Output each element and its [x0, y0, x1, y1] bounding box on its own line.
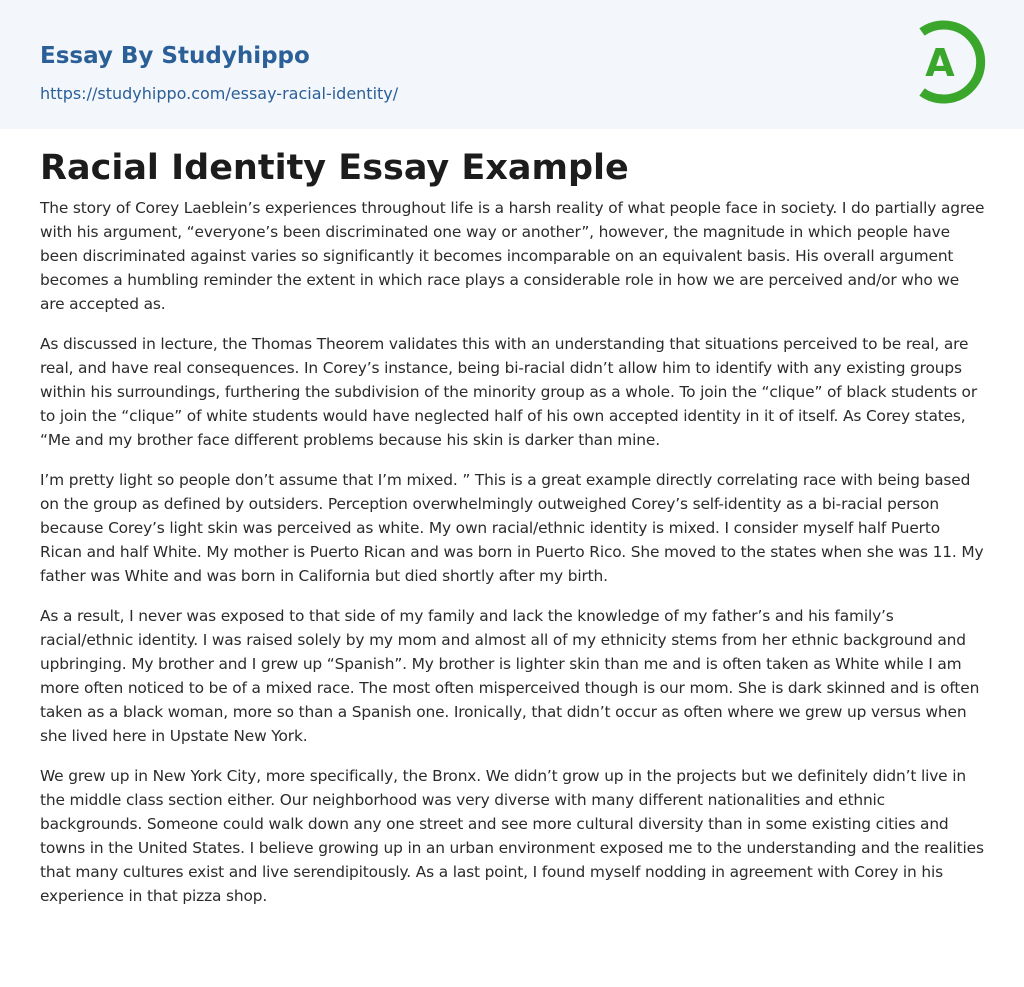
site-title[interactable]: Essay By Studyhippo	[40, 43, 310, 69]
paragraph-2: As discussed in lecture, the Thomas Theorem validates this with an understanding that situations perceived to be real, are real, and have real consequences. In Corey’s instance, being bi-racial didn’t allow him to identify with any existing groups within his surroundings, furthering the subdivision of the minority group as a whole. To join the “clique” of black students or to join the “clique” of white students would have neglected half of his own accepted identity in it of itself. As Corey states, “Me and my brother face different problems because his skin is darker than mine.	[40, 335, 978, 449]
paragraph-3: I’m pretty light so people don’t assume that I’m mixed. ” This is a great example directly correlating race with being based on the group as defined by outsiders. Perception overwhelmingly outweighed Corey’s self-identity as a bi-racial person because Corey’s light skin was perceived as white. My own racial/ethnic identity is mixed. I consider myself half Puerto Rican and half White. My mother is Puerto Rican and was born in Puerto Rico. She moved to the states when she was 11. My father was White and was born in California but died shortly after my birth.	[40, 471, 984, 585]
article	[40, 140, 986, 924]
paragraph-4: As a result, I never was exposed to that side of my family and lack the knowledge of my father’s and his family’s racial/ethnic identity. I was raised solely by my mom and almost all of my ethnicity stems from her ethnic background and upbringing. My brother and I grew up “Spanish”. My brother is lighter skin than me and is often taken as White while I am more often noticed to be of a mixed race. The most often misperceived though is our mom. She is dark skinned and is often taken as a black woman, more so than a Spanish one. Ironically, that didn’t occur as often where we grew up versus when she lived here in Upstate New York.	[40, 607, 980, 745]
paragraph-5: We grew up in New York City, more specifically, the Bronx. We didn’t grow up in the projects but we definitely didn’t live in the middle class section either. Our neighborhood was very diverse with many different nationalities and ethnic backgrounds. Someone could walk down any one street and see more cultural diversity than in some existing cities and towns in the United States. I believe growing up in an urban environment exposed me to the understanding and the realities that many cultures exist and live serendipitously. As a last point, I found myself nodding in agreement with Corey in his experience in that pizza shop.	[40, 767, 984, 905]
source-url-link[interactable]: https://studyhippo.com/essay-racial-identity/	[40, 84, 399, 103]
page-title: Racial Identity Essay Example	[40, 148, 629, 188]
paragraph-1: The story of Corey Laeblein’s experiences throughout life is a harsh reality of what people face in society. I do partially agree with his argument, “everyone’s been discriminated one way or another”, however, the magnitude in which people have been discriminated against varies so significantly it becomes incomparable on an equivalent basis. His overall argument becomes a humbling reminder the extent in which race plays a considerable role in how we are perceived and/or who we are accepted as.	[40, 199, 985, 313]
site-header	[0, 0, 1024, 129]
studyhippo-logo-icon[interactable]	[910, 18, 988, 106]
logo-letter: A	[925, 41, 955, 85]
